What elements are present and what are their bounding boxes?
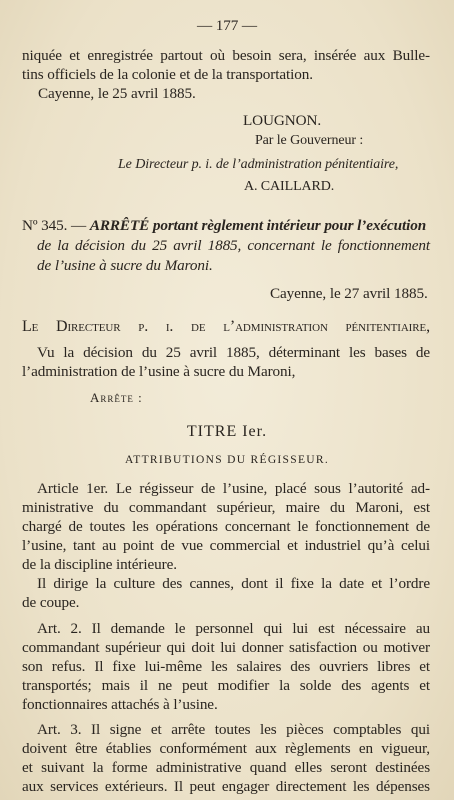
decree-title: ARRÊTÉ portant règlement intérieur pour l’exécution	[89, 217, 427, 234]
article-line: fonctionnaires attachés à l’usine.	[22, 696, 218, 713]
decree-number: Nº 345. —	[22, 217, 87, 234]
article-line: chargé de toutes les opérations concernant le fonctionnement de	[22, 518, 430, 535]
director-title: Le Directeur p. i. de l’administration pénitentiaire,	[118, 157, 399, 172]
article-line: commandant supérieur qui doit lui donner satisfaction ou motiver	[22, 639, 430, 656]
considering-line: l’administration de l’usine à sucre du Maroni,	[22, 363, 296, 380]
by-governor: Par le Gouverneur :	[255, 133, 364, 148]
director-name: A. CAILLARD.	[244, 179, 335, 194]
article-line: transportés; mais il ne peut modifier la solde des agents et	[22, 677, 430, 694]
decree-header-line	[22, 218, 430, 233]
article-line: aux services extérieurs. Il peut engager directement les dépenses	[22, 778, 430, 795]
article-line: l’usine, tant au point de vue commercial et industriel qu’à celui	[22, 537, 430, 554]
article-line: ministrative du commandant supérieur, maire du Maroni, est	[22, 499, 430, 516]
decree-header-line: de l’usine à sucre du Maroni.	[37, 257, 213, 274]
article-line: Art. 2. Il demande le personnel qui lui est nécessaire au	[37, 620, 430, 637]
page-number: — 177 —	[196, 17, 258, 34]
text-line: niquée et enregistrée partout où besoin sera, insérée aux Bulle-	[22, 47, 430, 64]
article-line: de coupe.	[22, 594, 80, 611]
section-heading: ATTRIBUTIONS DU RÉGISSEUR.	[124, 454, 330, 466]
article-line: et suivant la forme administrative quand elles seront destinées	[22, 759, 430, 776]
place-date: Cayenne, le 25 avril 1885.	[38, 85, 196, 102]
considering-line: Vu la décision du 25 avril 1885, déterminant les bases de	[37, 344, 430, 361]
decree-header-line: de la décision du 25 avril 1885, concernant le fonctionnement	[37, 237, 430, 254]
article-line: Il dirige la culture des cannes, dont il fixe la date et l’ordre	[37, 575, 430, 592]
article-line: doivent être établies conformément aux règlements en vigueur,	[22, 740, 430, 757]
article-line: Art. 3. Il signe et arrête toutes les pièces comptables qui	[37, 721, 430, 738]
article-line: de la discipline intérieure.	[22, 556, 177, 573]
signature-name: LOUGNON.	[243, 112, 322, 129]
decree-place-date: Cayenne, le 27 avril 1885.	[270, 285, 428, 302]
article-line: Article 1er. Le régisseur de l’usine, placé sous l’autorité ad-	[37, 480, 430, 497]
titre-heading: TITRE Ier.	[186, 423, 268, 440]
article-line: son refus. Il fixe lui-même les salaires des ouvriers libres et	[22, 658, 430, 675]
director-line: Le Directeur p. i. de l’administration pénitentiaire,	[22, 318, 430, 335]
decrees-label: Arrête :	[90, 390, 143, 405]
text-line: tins officiels de la colonie et de la transportation.	[22, 66, 313, 83]
